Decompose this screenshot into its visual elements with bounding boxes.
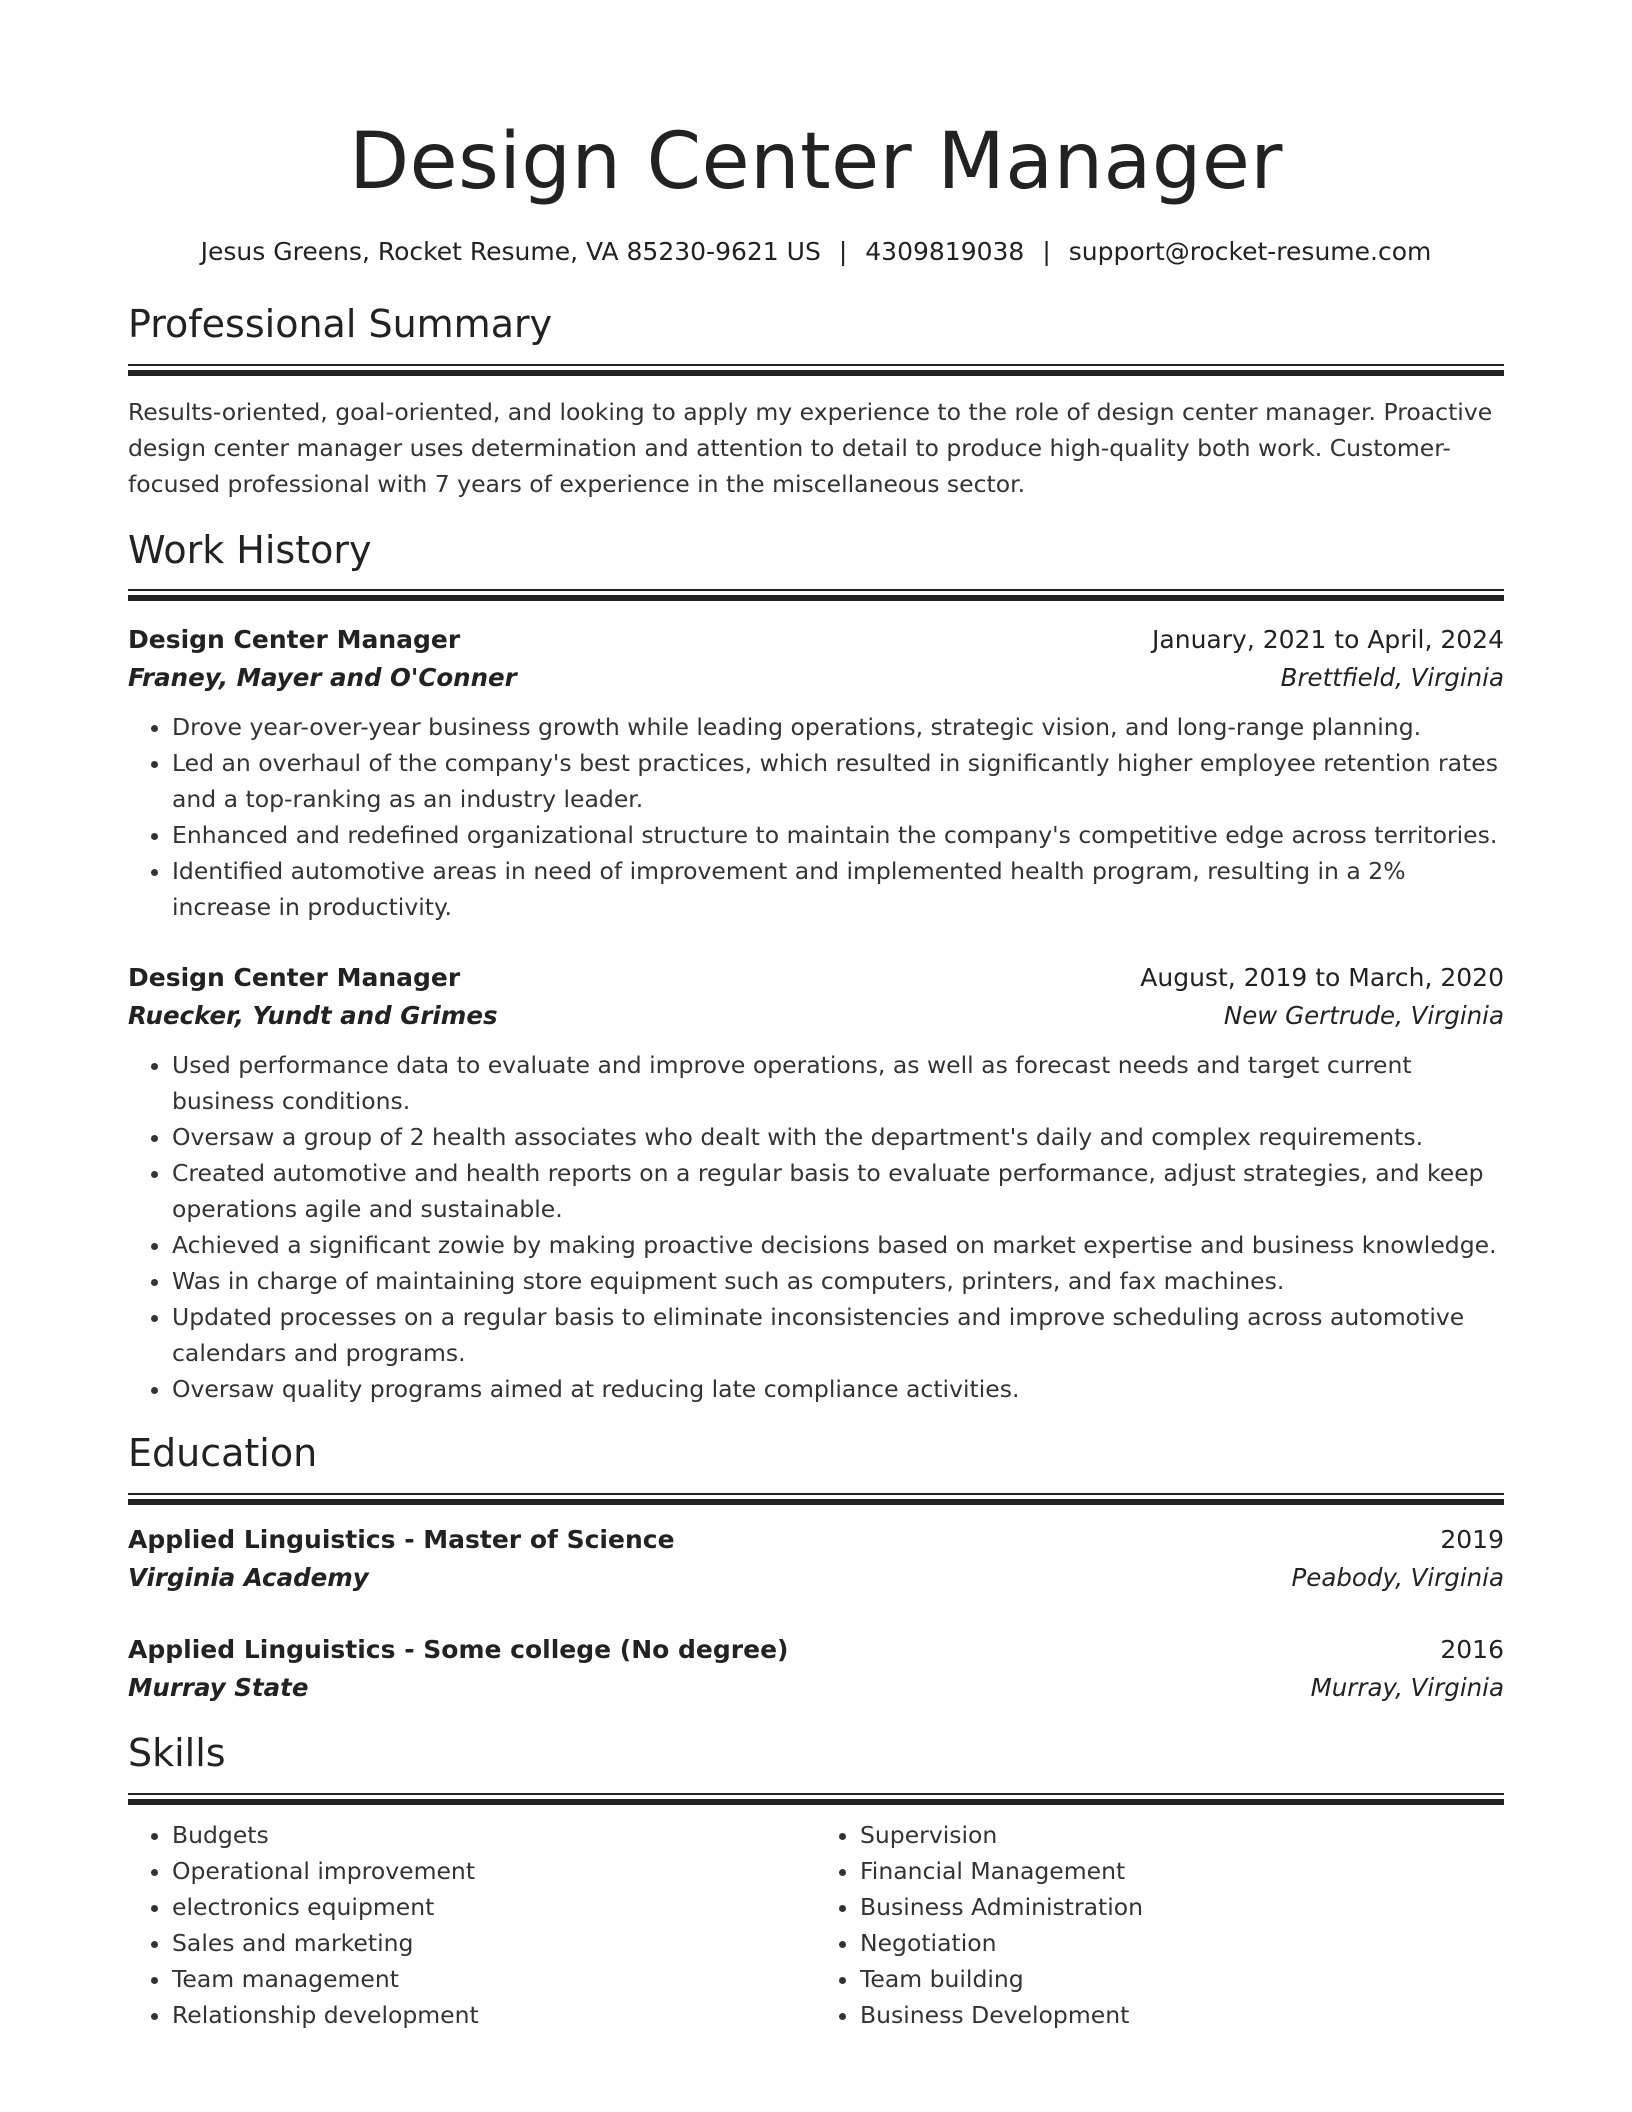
- education-school: Murray State: [128, 1673, 309, 1703]
- skill-item: • Financial Management: [860, 1853, 1504, 1889]
- education-location: Peabody, Virginia: [1291, 1563, 1504, 1593]
- job-title: Design Center Manager: [128, 625, 461, 655]
- skill-item: • Team management: [172, 1961, 816, 1997]
- job-company-row: [128, 997, 1504, 1035]
- contact-phone: 4309819038: [865, 236, 1025, 266]
- job-entry: [128, 621, 1504, 925]
- summary-heading: Professional Summary: [128, 302, 553, 347]
- job-bullet: • Drove year-over-year business growth while leading operations, strategic vision, and long-range planning.: [172, 709, 1504, 745]
- skills-section: [128, 1731, 1504, 2033]
- education-school-row: [128, 1669, 1504, 1707]
- job-bullets: [128, 1047, 1504, 1407]
- contact-separator: |: [838, 236, 848, 266]
- education-degree: Applied Linguistics - Master of Science: [128, 1525, 675, 1555]
- contact-separator: |: [1042, 236, 1051, 266]
- education-year: 2019: [1440, 1525, 1504, 1555]
- contact-address: Jesus Greens, Rocket Resume, VA 85230-9621 US: [200, 236, 821, 266]
- summary-section: [128, 302, 1504, 502]
- job-bullet: • Led an overhaul of the company's best practices, which resulted in significantly higher employee retention rates and a top-ranking as an industry leader.: [172, 745, 1504, 817]
- work-history-section: [128, 528, 1504, 1408]
- skills-heading: Skills: [128, 1731, 226, 1776]
- education-header-row: [128, 1521, 1504, 1559]
- section-divider: [128, 364, 1504, 376]
- job-bullets: [128, 709, 1504, 925]
- skills-list-left: [128, 1817, 816, 2033]
- education-header-row: [128, 1631, 1504, 1669]
- skill-item: • Sales and marketing: [172, 1925, 816, 1961]
- job-bullet: • Identified automotive areas in need of improvement and implemented health program, resulting in a 2% increase in productivity.: [172, 853, 1504, 925]
- skill-item: • Relationship development: [172, 1997, 816, 2033]
- job-bullet: • Created automotive and health reports on a regular basis to evaluate performance, adjust strategies, and keep operations agile and sustainable.: [172, 1155, 1504, 1227]
- job-bullet: • Oversaw a group of 2 health associates who dealt with the department's daily and complex requirements.: [172, 1119, 1504, 1155]
- job-location: Brettfield, Virginia: [1280, 663, 1504, 693]
- job-company-row: [128, 659, 1504, 697]
- job-bullet: • Was in charge of maintaining store equipment such as computers, printers, and fax machines.: [172, 1263, 1504, 1299]
- job-entry: [128, 959, 1504, 1407]
- job-dates: August, 2019 to March, 2020: [1140, 963, 1504, 993]
- education-year: 2016: [1440, 1635, 1504, 1665]
- section-divider: [128, 1493, 1504, 1505]
- skill-item: • Supervision: [860, 1817, 1504, 1853]
- job-location: New Gertrude, Virginia: [1223, 1001, 1504, 1031]
- contact-email[interactable]: support@rocket-resume.com: [1068, 236, 1432, 266]
- job-title: Design Center Manager: [128, 963, 461, 993]
- summary-text: Results-oriented, goal-oriented, and looking to apply my experience to the role of design center manager. Proactive design center manager uses determination and attention to detail to produce high-quality both work. Customer-focused professional with 7 years of experience in the miscellaneous sector.: [128, 397, 1493, 498]
- work-history-heading: Work History: [128, 527, 372, 572]
- skill-item: • Team building: [860, 1961, 1504, 1997]
- education-school-row: [128, 1559, 1504, 1597]
- job-bullet: • Achieved a significant zowie by making proactive decisions based on market expertise and business knowledge.: [172, 1227, 1504, 1263]
- education-entry: [128, 1521, 1504, 1597]
- education-entry: [128, 1631, 1504, 1707]
- job-bullet: • Enhanced and redefined organizational structure to maintain the company's competitive edge across territories.: [172, 817, 1504, 853]
- job-company: Franey, Mayer and O'Conner: [128, 663, 517, 693]
- skill-item: • Business Administration: [860, 1889, 1504, 1925]
- skill-item: • Operational improvement: [172, 1853, 816, 1889]
- skills-list-right: [816, 1817, 1504, 2033]
- contact-line: [128, 236, 1504, 269]
- skill-item: • Negotiation: [860, 1925, 1504, 1961]
- section-divider: [128, 1793, 1504, 1805]
- education-degree: Applied Linguistics - Some college (No degree): [128, 1635, 789, 1665]
- job-header-row: [128, 959, 1504, 997]
- job-dates: January, 2021 to April, 2024: [1152, 625, 1504, 655]
- education-section: [128, 1431, 1504, 1707]
- skills-columns: [128, 1817, 1504, 2033]
- job-company: Ruecker, Yundt and Grimes: [128, 1001, 498, 1031]
- education-location: Murray, Virginia: [1310, 1673, 1504, 1703]
- skill-item: • Business Development: [860, 1997, 1504, 2033]
- section-divider: [128, 589, 1504, 601]
- education-heading: Education: [128, 1431, 318, 1476]
- job-bullet: • Used performance data to evaluate and improve operations, as well as forecast needs and target current business conditions.: [172, 1047, 1504, 1119]
- job-header-row: [128, 621, 1504, 659]
- skill-item: • Budgets: [172, 1817, 816, 1853]
- skill-item: • electronics equipment: [172, 1889, 816, 1925]
- resume-title: Design Center Manager: [349, 117, 1283, 207]
- job-bullet: • Updated processes on a regular basis to eliminate inconsistencies and improve scheduling across automotive calendars and programs.: [172, 1299, 1504, 1371]
- job-bullet: • Oversaw quality programs aimed at reducing late compliance activities.: [172, 1371, 1504, 1407]
- education-school: Virginia Academy: [128, 1563, 369, 1593]
